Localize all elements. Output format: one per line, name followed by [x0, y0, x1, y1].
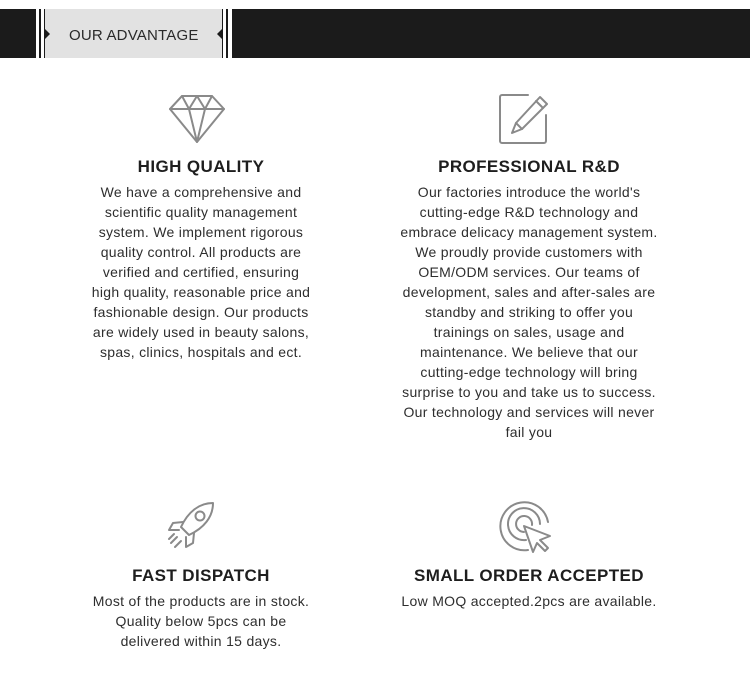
banner-arrow-left-icon	[217, 29, 222, 39]
feature-description: Our factories introduce the world's cutting-edge R&D technology and embrace delicacy management system. We proudly provide customers with OEM/ODM services. Our teams of development, sales and after-sales are standby and striking to offer you trainings on sales, usage and maintenance. We believe that our cutting-edge technology will bring surprise to you and take us to success. Our technology and services will never fail you	[400, 184, 658, 440]
section-title: OUR ADVANTAGE	[69, 27, 199, 44]
feature-title: FAST DISPATCH	[132, 566, 270, 585]
banner-tab	[45, 9, 222, 58]
feature-title: HIGH QUALITY	[137, 157, 265, 176]
diamond-icon	[168, 94, 226, 144]
feature-description: Most of the products are in stock. Quality below 5pcs can be delivered within 15 days.	[92, 593, 310, 649]
feature-professional-rd	[400, 90, 658, 470]
feature-fast-dispatch	[90, 500, 312, 660]
feature-description: We have a comprehensive and scientific quality management system. We implement rigorous quality control. All products are verified and certified, ensuring high quality, reasonable price and fashionable design. Our products are widely used in beauty salons, spas, clinics, hospitals and ect.	[91, 184, 311, 360]
edit-icon	[498, 93, 550, 145]
banner-stripe-left-inner	[41, 9, 44, 58]
feature-title: SMALL ORDER ACCEPTED	[414, 566, 644, 585]
target-cursor-icon	[498, 500, 554, 554]
banner-stripe-right-inner	[223, 9, 226, 58]
feature-small-order-accepted	[398, 500, 660, 640]
rocket-icon	[166, 500, 218, 552]
feature-high-quality	[88, 90, 314, 390]
feature-title: PROFESSIONAL R&D	[438, 157, 620, 176]
section-banner	[0, 9, 750, 58]
feature-description: Low MOQ accepted.2pcs are available.	[401, 593, 657, 609]
banner-stripe-right-outer	[228, 9, 232, 58]
banner-stripe-left-outer	[36, 9, 39, 58]
banner-arrow-right-icon	[45, 29, 50, 39]
